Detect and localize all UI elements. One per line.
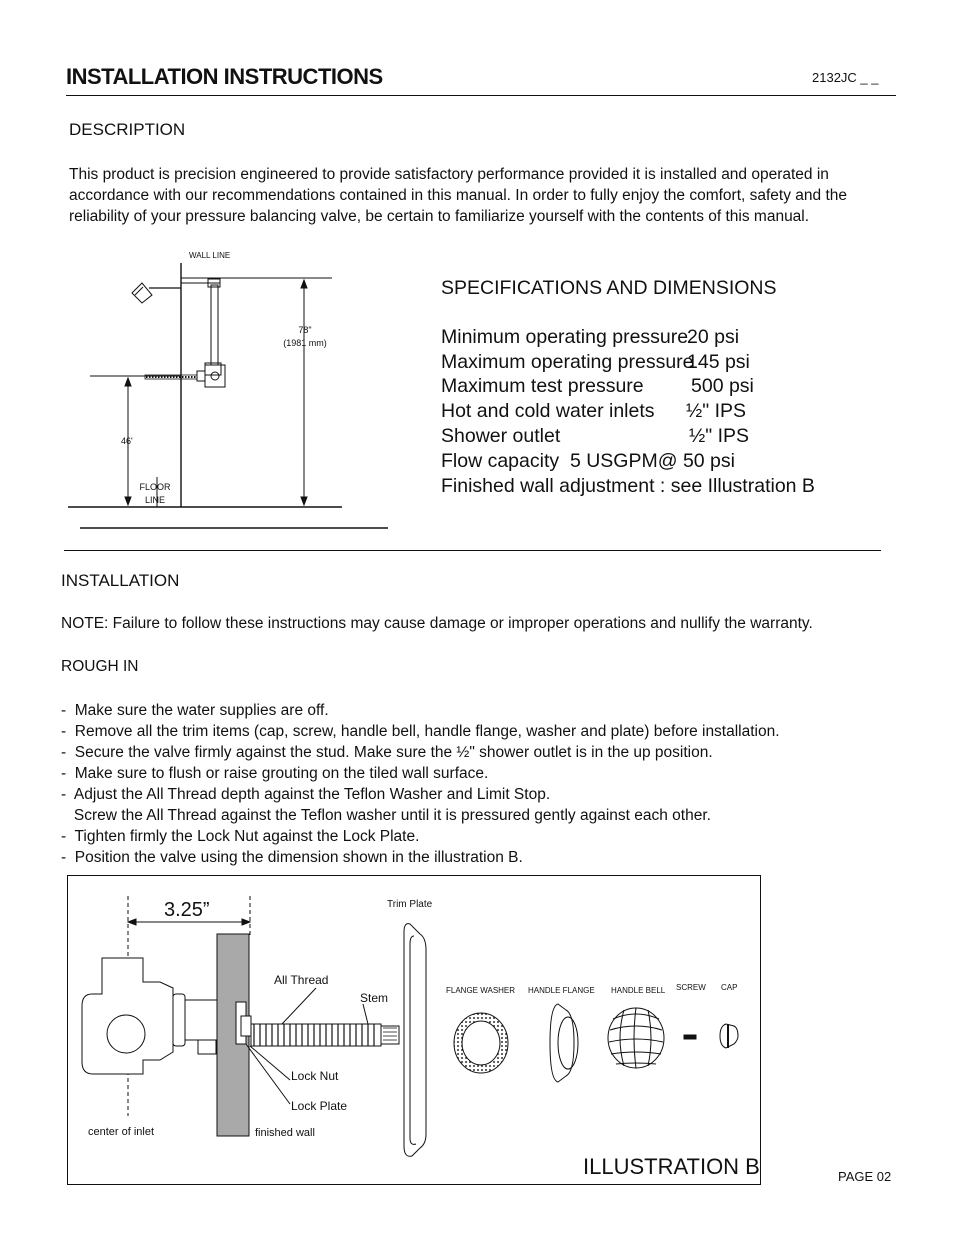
illustration-caption: ILLUSTRATION B bbox=[583, 1154, 760, 1179]
valve-exploded-diagram bbox=[68, 876, 760, 1184]
height-78-label: 78" bbox=[298, 325, 312, 335]
installation-heading: INSTALLATION bbox=[61, 571, 180, 590]
spec-label: Maximum operating pressure bbox=[441, 350, 694, 373]
spec-row bbox=[441, 449, 815, 474]
spec-row bbox=[441, 474, 815, 499]
description-line: accordance with our recommendations contained in this manual. In order to fully enjoy the comfort, safety and the bbox=[69, 187, 848, 204]
list-item: - Make sure the water supplies are off. bbox=[61, 702, 329, 719]
shower-elevation-diagram bbox=[60, 245, 400, 535]
screw-label: SCREW bbox=[676, 983, 706, 992]
height-78-mm-label: (1981 mm) bbox=[283, 338, 327, 348]
list-item: - Adjust the All Thread depth against the Teflon Washer and Limit Stop. bbox=[61, 786, 551, 803]
spec-value: 500 psi bbox=[691, 375, 754, 398]
spec-value: 145 psi bbox=[687, 350, 750, 373]
header-divider bbox=[66, 95, 896, 96]
center-of-inlet-label: center of inlet bbox=[88, 1126, 155, 1138]
illustration-b-frame bbox=[67, 875, 761, 1185]
list-item: - Make sure to flush or raise grouting on the tiled wall surface. bbox=[61, 765, 489, 782]
spec-label: Maximum test pressure bbox=[441, 375, 644, 398]
lock-plate-label: Lock Plate bbox=[291, 1099, 348, 1113]
section-divider bbox=[64, 550, 881, 551]
list-item: - Secure the valve firmly against the stud. Make sure the ½" shower outlet is in the up position. bbox=[61, 744, 713, 761]
screw bbox=[684, 1035, 696, 1039]
spec-value: ½" IPS bbox=[689, 424, 750, 447]
cap-label: CAP bbox=[721, 983, 738, 992]
wall-line-label: WALL LINE bbox=[189, 251, 231, 260]
dimension-label: 3.25” bbox=[164, 899, 210, 921]
trim-plate-label: Trim Plate bbox=[387, 899, 433, 910]
handle-bell bbox=[608, 1008, 664, 1068]
spec-label: Minimum operating pressure bbox=[441, 325, 689, 348]
handle-flange-label: HANDLE FLANGE bbox=[528, 986, 595, 995]
handle-bell-label: HANDLE BELL bbox=[611, 986, 666, 995]
page-number: PAGE 02 bbox=[838, 1169, 892, 1184]
list-item: - Tighten firmly the Lock Nut against the Lock Plate. bbox=[61, 828, 420, 845]
spec-value: ½" IPS bbox=[686, 400, 747, 423]
spec-row bbox=[441, 399, 815, 424]
description-line: This product is precision engineered to provide satisfactory performance provided it is installed and operated in bbox=[69, 166, 829, 183]
description-paragraph bbox=[69, 164, 869, 227]
spec-value: 20 psi bbox=[687, 325, 740, 348]
spec-row bbox=[441, 424, 815, 449]
document-id: 2132JC _ _ bbox=[812, 70, 879, 85]
rough-in-steps bbox=[61, 700, 780, 868]
list-item: - Remove all the trim items (cap, screw, handle bell, handle flange, washer and plate) before installation. bbox=[61, 723, 780, 740]
stem-label: Stem bbox=[360, 991, 389, 1005]
rough-in-heading: ROUGH IN bbox=[61, 658, 139, 675]
warranty-note: NOTE: Failure to follow these instructions may cause damage or improper operations and nullify the warranty. bbox=[61, 615, 813, 632]
handle-flange bbox=[550, 1004, 574, 1082]
spec-row bbox=[441, 325, 815, 350]
floor-line-label: FLOOR bbox=[139, 482, 171, 492]
finished-wall-label: finished wall bbox=[255, 1127, 315, 1139]
description-line: reliability of your pressure balancing valve, be certain to familiarize yourself with the contents of this manual. bbox=[69, 208, 810, 225]
spec-label: Finished wall adjustment : see Illustration B bbox=[441, 474, 815, 497]
height-46-label: 46' bbox=[121, 436, 133, 446]
list-item: - Position the valve using the dimension shown in the illustration B. bbox=[61, 849, 523, 866]
spec-row bbox=[441, 350, 815, 375]
all-thread-label: All Thread bbox=[274, 973, 329, 987]
specifications-heading: SPECIFICATIONS AND DIMENSIONS bbox=[441, 277, 777, 299]
all-thread-stem bbox=[254, 1024, 374, 1046]
spec-label: Hot and cold water inlets bbox=[441, 400, 655, 423]
description-heading: DESCRIPTION bbox=[69, 120, 186, 139]
lock-nut-label: Lock Nut bbox=[291, 1069, 339, 1083]
page-title: INSTALLATION INSTRUCTIONS bbox=[66, 64, 383, 89]
floor-line-label: LINE bbox=[144, 495, 166, 505]
list-item: Screw the All Thread against the Teflon washer until it is pressured gently against each other. bbox=[61, 807, 711, 824]
spec-label: Flow capacity 5 USGPM@ 50 psi bbox=[441, 449, 735, 472]
flange-washer-label: FLANGE WASHER bbox=[446, 986, 516, 995]
specifications bbox=[441, 276, 815, 498]
spec-label: Shower outlet bbox=[441, 424, 561, 447]
spec-row bbox=[441, 374, 815, 399]
